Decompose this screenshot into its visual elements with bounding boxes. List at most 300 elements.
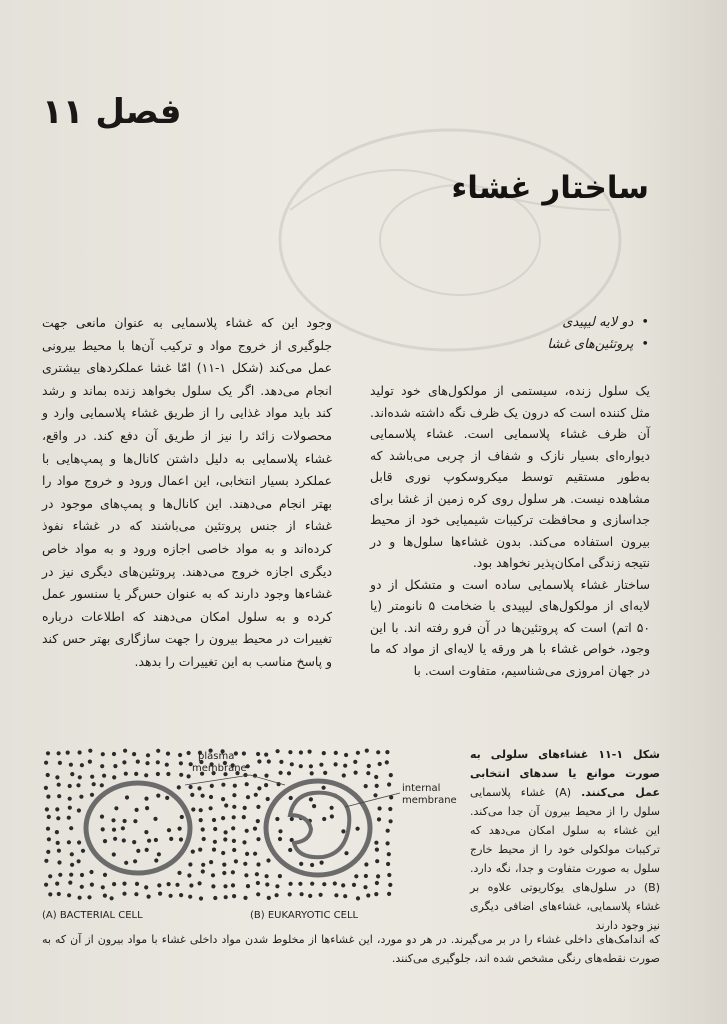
molecule-dot bbox=[55, 775, 59, 779]
molecule-dot bbox=[46, 827, 50, 831]
molecule-dot bbox=[189, 883, 193, 887]
molecule-dot bbox=[256, 752, 260, 756]
molecule-dot bbox=[157, 852, 161, 856]
internal-membrane-label: membrane bbox=[402, 795, 457, 806]
molecule-dot bbox=[245, 852, 249, 856]
molecule-dot bbox=[147, 895, 151, 899]
molecule-dot bbox=[386, 841, 390, 845]
molecule-dot bbox=[133, 859, 137, 863]
molecule-dot bbox=[375, 881, 379, 885]
plasma-membrane-label: membrane bbox=[192, 763, 247, 774]
molecule-dot bbox=[45, 807, 49, 811]
molecule-dot bbox=[267, 896, 271, 900]
molecule-dot bbox=[70, 772, 74, 776]
molecule-dot bbox=[264, 753, 268, 757]
molecule-dot bbox=[112, 752, 116, 756]
molecule-dot bbox=[289, 796, 293, 800]
molecule-dot bbox=[232, 815, 236, 819]
molecule-dot bbox=[323, 771, 327, 775]
molecule-dot bbox=[76, 783, 80, 787]
molecule-dot bbox=[330, 806, 334, 810]
molecule-dot bbox=[46, 751, 50, 755]
molecule-dot bbox=[178, 753, 182, 757]
molecule-dot bbox=[375, 784, 379, 788]
molecule-dot bbox=[373, 793, 377, 797]
molecule-dot bbox=[197, 786, 201, 790]
molecule-dot bbox=[88, 760, 92, 764]
molecule-dot bbox=[231, 870, 235, 874]
molecule-dot bbox=[388, 883, 392, 887]
molecule-dot bbox=[246, 795, 250, 799]
molecule-dot bbox=[101, 752, 105, 756]
molecule-dot bbox=[356, 896, 360, 900]
molecule-dot bbox=[46, 850, 50, 854]
molecule-dot bbox=[233, 784, 237, 788]
molecule-dot bbox=[122, 882, 126, 886]
molecule-dot bbox=[256, 862, 260, 866]
molecule-dot bbox=[179, 893, 183, 897]
figure-caption bbox=[470, 745, 660, 935]
molecule-dot bbox=[375, 848, 379, 852]
molecule-dot bbox=[144, 773, 148, 777]
molecule-dot bbox=[199, 808, 203, 812]
molecule-dot bbox=[278, 837, 282, 841]
molecule-dot bbox=[343, 764, 347, 768]
molecule-dot bbox=[256, 881, 260, 885]
molecule-dot bbox=[58, 761, 62, 765]
molecule-dot bbox=[386, 862, 390, 866]
molecule-dot bbox=[112, 828, 116, 832]
molecule-dot bbox=[213, 840, 217, 844]
molecule-dot bbox=[298, 882, 302, 886]
molecule-dot bbox=[47, 815, 51, 819]
molecule-dot bbox=[90, 883, 94, 887]
molecule-dot bbox=[70, 852, 74, 856]
molecule-dot bbox=[44, 859, 48, 863]
molecule-dot bbox=[100, 815, 104, 819]
molecule-dot bbox=[378, 806, 382, 810]
molecule-dot bbox=[245, 782, 249, 786]
molecule-dot bbox=[56, 841, 60, 845]
molecule-dot bbox=[179, 761, 183, 765]
molecule-dot bbox=[198, 881, 202, 885]
plasma-membrane-label: plasma bbox=[198, 751, 235, 762]
molecule-dot bbox=[80, 763, 84, 767]
molecule-dot bbox=[279, 760, 283, 764]
chapter-heading: فصل ۱۱ bbox=[42, 92, 182, 132]
molecule-dot bbox=[89, 870, 93, 874]
molecule-dot bbox=[100, 764, 104, 768]
molecule-dot bbox=[166, 752, 170, 756]
molecule-dot bbox=[46, 773, 50, 777]
molecule-dot bbox=[278, 829, 282, 833]
molecule-dot bbox=[232, 839, 236, 843]
molecule-dot bbox=[387, 782, 391, 786]
molecule-dot bbox=[103, 873, 107, 877]
molecule-dot bbox=[299, 750, 303, 754]
molecule-dot bbox=[344, 851, 348, 855]
molecule-dot bbox=[44, 786, 48, 790]
molecule-dot bbox=[231, 826, 235, 830]
molecule-dot bbox=[245, 829, 249, 833]
molecule-dot bbox=[144, 830, 148, 834]
molecule-dot bbox=[134, 772, 138, 776]
cell-membrane-figure bbox=[40, 745, 480, 930]
molecule-dot bbox=[257, 786, 261, 790]
paragraph: وجود این که غشاء پلاسمایی به عنوان مانعی جهت جلوگیری از خروج مواد و ترکیب آن‌ها با محیط بیرونی عمل می‌کند (شکل ۱-۱۱) امّا غشا عملکردهای بیشتری انجام می‌دهد. اگر یک سلول بخواهد زنده بماند و رشد کند باید مواد غذایی را از طریق غشاء پلاسمایی وارد و محصولات زائد را نیز از طریق آن دفع کند. در واقع، غشاء پلاسمایی به دلیل داشتن کانال‌ها و پمپ‌هایی با عملکرد بسیار انتخابی، این اعمال ورود و خروج مواد را بهتر انجام می‌دهند. این کانال‌ها و پمپ‌های موجود در غشاء از جنس پروتئین می‌باشند که در غشاء نفوذ کرده‌اند و به مواد خاصی اجازه ورود و به مواد خاص دیگری اجازه خروج می‌دهند. پروتئین‌های دیگری نیز در غشاءها وجود دارند که به عنوان حس‌گر یا سنسور عمل کرده و به سلول امکان می‌دهند که اطلاعات درباره تغییرات در محیط بیرون را جهت سازگاری بهتر حس کند و پاسخ مناسب به این تغییرات را بدهد. bbox=[42, 315, 332, 669]
molecule-dot bbox=[210, 784, 214, 788]
molecule-dot bbox=[133, 819, 137, 823]
molecule-dot bbox=[322, 882, 326, 886]
molecule-dot bbox=[56, 816, 60, 820]
molecule-dot bbox=[378, 762, 382, 766]
molecule-dot bbox=[265, 874, 269, 878]
molecule-dot bbox=[113, 837, 117, 841]
molecule-dot bbox=[165, 796, 169, 800]
molecule-dot bbox=[80, 873, 84, 877]
molecule-dot bbox=[44, 761, 48, 765]
molecule-dot bbox=[188, 895, 192, 899]
molecule-dot bbox=[135, 808, 139, 812]
molecule-dot bbox=[385, 760, 389, 764]
molecule-dot bbox=[199, 818, 203, 822]
molecule-dot bbox=[264, 774, 268, 778]
molecule-dot bbox=[114, 806, 118, 810]
molecule-dot bbox=[58, 873, 62, 877]
molecule-dot bbox=[334, 762, 338, 766]
molecule-dot bbox=[136, 760, 140, 764]
molecule-dot bbox=[389, 819, 393, 823]
molecule-dot bbox=[198, 848, 202, 852]
molecule-dot bbox=[57, 892, 61, 896]
molecule-dot bbox=[308, 894, 312, 898]
molecule-dot bbox=[77, 859, 81, 863]
molecule-dot bbox=[191, 807, 195, 811]
molecule-dot bbox=[288, 848, 292, 852]
molecule-dot bbox=[209, 806, 213, 810]
molecule-dot bbox=[224, 830, 228, 834]
molecule-dot bbox=[187, 751, 191, 755]
molecule-dot bbox=[279, 771, 283, 775]
molecule-dot bbox=[232, 805, 236, 809]
page-title: ساختار غشاء bbox=[451, 170, 649, 206]
molecule-dot bbox=[175, 883, 179, 887]
molecule-dot bbox=[341, 829, 345, 833]
molecule-dot bbox=[224, 895, 228, 899]
molecule-dot bbox=[199, 896, 203, 900]
molecule-dot bbox=[232, 894, 236, 898]
molecule-dot bbox=[212, 818, 216, 822]
molecule-dot bbox=[310, 863, 314, 867]
molecule-dot bbox=[103, 839, 107, 843]
molecule-dot bbox=[243, 806, 247, 810]
molecule-dot bbox=[179, 773, 183, 777]
molecule-dot bbox=[68, 784, 72, 788]
molecule-dot bbox=[189, 785, 193, 789]
molecule-dot bbox=[312, 804, 316, 808]
molecule-dot bbox=[111, 818, 115, 822]
molecule-dot bbox=[187, 873, 191, 877]
molecule-dot bbox=[386, 829, 390, 833]
molecule-dot bbox=[334, 751, 338, 755]
molecule-dot bbox=[375, 859, 379, 863]
molecule-dot bbox=[322, 817, 326, 821]
molecule-dot bbox=[242, 751, 246, 755]
molecule-dot bbox=[158, 892, 162, 896]
molecule-dot bbox=[202, 837, 206, 841]
molecule-dot bbox=[246, 884, 250, 888]
molecule-dot bbox=[221, 851, 225, 855]
molecule-dot bbox=[167, 882, 171, 886]
molecule-dot bbox=[275, 893, 279, 897]
molecule-dot bbox=[309, 797, 313, 801]
molecule-dot bbox=[289, 882, 293, 886]
molecule-dot bbox=[243, 862, 247, 866]
molecule-dot bbox=[101, 885, 105, 889]
molecule-dot bbox=[69, 763, 73, 767]
molecule-dot bbox=[213, 896, 217, 900]
molecule-dot bbox=[79, 795, 83, 799]
molecule-dot bbox=[57, 860, 61, 864]
internal-membrane bbox=[290, 793, 349, 858]
molecule-dot bbox=[67, 816, 71, 820]
molecule-dot bbox=[177, 785, 181, 789]
molecule-dot bbox=[156, 794, 160, 798]
molecule-dot bbox=[212, 848, 216, 852]
molecule-dot bbox=[342, 773, 346, 777]
molecule-dot bbox=[374, 841, 378, 845]
molecule-dot bbox=[354, 874, 358, 878]
molecule-dot bbox=[209, 795, 213, 799]
molecule-dot bbox=[48, 892, 52, 896]
molecule-dot bbox=[267, 759, 271, 763]
molecule-dot bbox=[288, 750, 292, 754]
molecule-dot bbox=[320, 861, 324, 865]
topic-item: • پروتئین‌های غشا bbox=[369, 334, 649, 356]
molecule-dot bbox=[113, 764, 117, 768]
molecule-dot bbox=[124, 772, 128, 776]
molecule-dot bbox=[290, 817, 294, 821]
molecule-dot bbox=[352, 883, 356, 887]
molecule-dot bbox=[123, 819, 127, 823]
molecule-dot bbox=[266, 797, 270, 801]
molecule-dot bbox=[70, 863, 74, 867]
molecule-dot bbox=[276, 749, 280, 753]
molecule-dot bbox=[385, 750, 389, 754]
molecule-dot bbox=[201, 869, 205, 873]
molecule-dot bbox=[122, 838, 126, 842]
molecule-dot bbox=[278, 874, 282, 878]
molecule-dot bbox=[69, 873, 73, 877]
molecule-dot bbox=[44, 883, 48, 887]
molecule-dot bbox=[266, 858, 270, 862]
molecule-dot bbox=[180, 815, 184, 819]
molecule-dot bbox=[190, 793, 194, 797]
molecule-dot bbox=[57, 794, 61, 798]
molecule-dot bbox=[290, 762, 294, 766]
molecule-dot bbox=[125, 795, 129, 799]
paragraph: ساختار غشاء پلاسمایی ساده است و متشکل از دو لایه‌ای از مولکول‌های لیپیدی با ضخامت ۵ نانومتر (یا ۵۰ اتم) است که پروتئین‌ها در آن فرو رفته اند. با این وجود، خواص غشاء با هر ورقه یا لایه‌ای از مواد که ما در جهان امروزی می‌شناسیم، متفاوت است. با bbox=[370, 576, 650, 678]
molecule-dot bbox=[55, 807, 59, 811]
molecule-dot bbox=[232, 848, 236, 852]
molecule-dot bbox=[144, 797, 148, 801]
molecule-dot bbox=[275, 884, 279, 888]
molecule-dot bbox=[300, 892, 304, 896]
molecule-dot bbox=[364, 784, 368, 788]
molecule-dot bbox=[344, 753, 348, 757]
molecule-dot bbox=[310, 771, 314, 775]
molecule-dot bbox=[57, 751, 61, 755]
molecule-dot bbox=[309, 764, 313, 768]
molecule-dot bbox=[364, 862, 368, 866]
molecule-dot bbox=[92, 782, 96, 786]
molecule-dot bbox=[112, 775, 116, 779]
molecule-dot bbox=[288, 892, 292, 896]
molecule-dot bbox=[256, 805, 260, 809]
molecule-dot bbox=[363, 885, 367, 889]
molecule-dot bbox=[67, 893, 71, 897]
molecule-dot bbox=[68, 881, 72, 885]
molecule-dot bbox=[46, 795, 50, 799]
molecule-dot bbox=[47, 837, 51, 841]
molecule-dot bbox=[57, 849, 61, 853]
molecule-dot bbox=[275, 817, 279, 821]
molecule-dot bbox=[145, 806, 149, 810]
molecule-dot bbox=[213, 827, 217, 831]
molecule-dot bbox=[255, 872, 259, 876]
molecule-dot bbox=[90, 775, 94, 779]
molecule-dot bbox=[310, 882, 314, 886]
molecule-dot bbox=[334, 893, 338, 897]
molecule-dot bbox=[144, 885, 148, 889]
molecule-dot bbox=[389, 773, 393, 777]
molecule-dot bbox=[48, 874, 52, 878]
molecule-dot bbox=[187, 774, 191, 778]
molecule-dot bbox=[256, 837, 260, 841]
molecule-dot bbox=[299, 764, 303, 768]
molecule-dot bbox=[67, 840, 71, 844]
molecule-dot bbox=[166, 772, 170, 776]
molecule-dot bbox=[132, 840, 136, 844]
molecule-dot bbox=[201, 794, 205, 798]
molecule-dot bbox=[356, 827, 360, 831]
molecule-dot bbox=[356, 751, 360, 755]
molecule-dot bbox=[374, 892, 378, 896]
molecule-dot bbox=[81, 849, 85, 853]
molecule-dot bbox=[265, 882, 269, 886]
molecule-dot bbox=[330, 814, 334, 818]
molecule-dot bbox=[287, 771, 291, 775]
molecule-dot bbox=[154, 838, 158, 842]
molecule-dot bbox=[112, 882, 116, 886]
molecule-dot bbox=[132, 752, 136, 756]
molecule-dot bbox=[333, 881, 337, 885]
molecule-dot bbox=[77, 808, 81, 812]
molecule-dot bbox=[135, 882, 139, 886]
molecule-dot bbox=[244, 873, 248, 877]
molecule-dot bbox=[78, 775, 82, 779]
molecule-dot bbox=[232, 793, 236, 797]
paragraph: یک سلول زنده، سیستمی از مولکول‌های خود تولید مثل کننده است که درون یک ظرف نگه داشته شده‌اند. آن ظرف غشاء پلاسمایی است. غشاء پلاسمایی دیواره‌ای بسیار نازک و شفاف از چربی می‌باشد که به‌طور مستقیم توسط میکروسکوپ نوری قابل مشاهده نیست. هر سلول روی کره زمین از غشا برای جداسازی و محافظت ترکیبات شیمیایی خود از محیط بیرون استفاده می‌کند. بدون غشاءها سلول‌ها و در نتیجه زندگی امکان‌پذیر نخواهد بود. bbox=[370, 383, 650, 570]
molecule-dot bbox=[154, 858, 158, 862]
molecule-dot bbox=[55, 882, 59, 886]
bacterial-cell-label: (A) BACTERIAL CELL bbox=[42, 910, 143, 921]
molecule-dot bbox=[178, 827, 182, 831]
molecule-dot bbox=[211, 873, 215, 877]
molecule-dot bbox=[376, 750, 380, 754]
label-pointer bbox=[185, 775, 250, 785]
molecule-dot bbox=[211, 884, 215, 888]
caption-text: (A) غشاء پلاسمایی سلول را از محیط بیرون آن جدا می‌کند. این غشاء به سلول امکان می‌دهد که ترکیبات مولکولی خود را از محیط خارج سلول به صورت متفاوت و جدا، نگه دارد. (B) در سلول‌های یوکاریوتی علاوه بر غشاء پلاسمایی، غشاءهای اضافی دیگری نیز وجود دارند bbox=[470, 786, 660, 932]
molecule-dot bbox=[341, 883, 345, 887]
molecule-dot bbox=[388, 807, 392, 811]
molecule-dot bbox=[101, 827, 105, 831]
molecule-dot bbox=[156, 760, 160, 764]
molecule-dot bbox=[78, 750, 82, 754]
molecule-dot bbox=[55, 830, 59, 834]
molecule-dot bbox=[366, 893, 370, 897]
molecule-dot bbox=[224, 803, 228, 807]
molecule-dot bbox=[322, 751, 326, 755]
figure-caption-continued: که اندامک‌های داخلی غشاء را در بر می‌گیرند. در هر دو مورد، این غشاءها از مخلوط شدن مواد داخلی غشاء با مواد بیرون از آن که به صورت نقطه‌های رنگی مشخص شده اند، جلوگیری می‌کنند. bbox=[42, 933, 660, 965]
molecule-dot bbox=[90, 793, 94, 797]
molecule-dot bbox=[264, 783, 268, 787]
molecule-dot bbox=[68, 797, 72, 801]
molecule-dot bbox=[387, 852, 391, 856]
molecule-dot bbox=[256, 819, 260, 823]
molecule-dot bbox=[367, 764, 371, 768]
molecule-dot bbox=[234, 751, 238, 755]
molecule-dot bbox=[201, 863, 205, 867]
molecule-dot bbox=[169, 837, 173, 841]
molecule-dot bbox=[80, 885, 84, 889]
molecule-dot bbox=[242, 840, 246, 844]
molecule-dot bbox=[112, 852, 116, 856]
molecule-dot bbox=[57, 783, 61, 787]
molecule-dot bbox=[201, 827, 205, 831]
molecule-dot bbox=[243, 896, 247, 900]
molecule-dot bbox=[364, 874, 368, 878]
figure-drawing bbox=[40, 745, 480, 930]
molecule-dot bbox=[122, 760, 126, 764]
molecule-dot bbox=[69, 826, 73, 830]
molecule-dot bbox=[299, 862, 303, 866]
eukaryotic-cell-membrane bbox=[266, 781, 370, 875]
molecule-dot bbox=[223, 884, 227, 888]
molecule-dot bbox=[257, 759, 261, 763]
molecule-dot bbox=[177, 871, 181, 875]
molecule-dot bbox=[165, 763, 169, 767]
molecule-dot bbox=[145, 761, 149, 765]
molecule-dot bbox=[322, 786, 326, 790]
molecule-dot bbox=[221, 797, 225, 801]
molecule-dot bbox=[68, 806, 72, 810]
molecule-dot bbox=[222, 863, 226, 867]
molecule-dot bbox=[66, 751, 70, 755]
molecule-dot bbox=[124, 861, 128, 865]
molecule-dot bbox=[88, 749, 92, 753]
molecule-dot bbox=[365, 749, 369, 753]
molecule-dot bbox=[209, 860, 213, 864]
molecule-dot bbox=[145, 848, 149, 852]
molecule-dot bbox=[254, 793, 258, 797]
molecule-dot bbox=[319, 763, 323, 767]
molecule-dot bbox=[169, 894, 173, 898]
molecule-dot bbox=[374, 775, 378, 779]
molecule-dot bbox=[122, 892, 126, 896]
eukaryotic-cell-label: (B) EUKARYOTIC CELL bbox=[250, 910, 359, 921]
molecule-dot bbox=[377, 817, 381, 821]
